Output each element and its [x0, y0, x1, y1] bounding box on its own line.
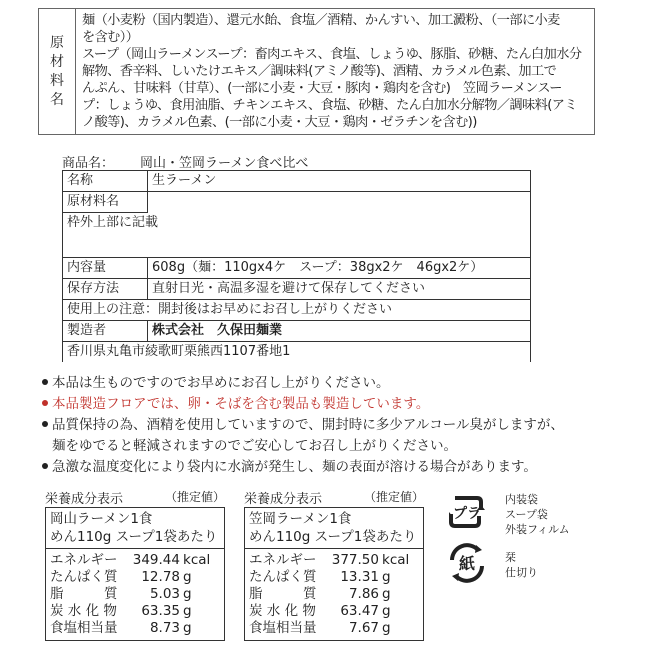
svg-text:プラ: プラ [453, 506, 481, 522]
bullet-icon [42, 400, 48, 406]
table-row [63, 300, 531, 321]
nutrition-row: 食塩相当量 7.67 g [249, 620, 391, 636]
bullet-icon [42, 463, 48, 469]
address-text: 香川県丸亀市綾歌町栗熊西1107番地1 [63, 342, 531, 363]
bullet-icon [42, 421, 48, 427]
nutrition-head: めん110g スープ1袋あたり [50, 529, 218, 545]
storage-label: 保存方法 [63, 279, 148, 300]
note-item: 品質保持の為、酒精を使用していますので、開封時に多少アルコール臭がしますが、 [42, 415, 564, 436]
storage-value: 直射日光・高温多湿を避けて保存してください [148, 279, 531, 300]
nutrition-sub: （推定値） [164, 490, 225, 504]
product-name [62, 152, 308, 171]
label-char: 名 [50, 91, 64, 108]
nutrition-title: 栄養成分表示 [244, 492, 323, 507]
ingredients-label [39, 9, 76, 134]
note-item: 急激な温度変化により袋内に水滴が発生し、麺の表面が溶ける場合があります。 [42, 457, 564, 478]
nutrition-row: エネルギー 377.50 kcal [249, 552, 410, 568]
paper-recycle-icon [446, 542, 488, 584]
name-label: 名称 [63, 171, 148, 192]
ingredients-label: 原材料名 [63, 192, 148, 213]
ingredients-line: を含む）） [82, 30, 139, 45]
nutrition-row: 炭 水 化 物 63.47 g [249, 603, 391, 619]
nutrition-sub: （推定値） [363, 490, 424, 504]
content-label: 内容量 [63, 258, 148, 279]
table-row [63, 258, 531, 279]
ingredients-line: プ：しょうゆ、食用油脂、チキンエキス、食塩、砂糖、たん白加水分解物／調味料(アミ [82, 98, 577, 113]
table-row [63, 213, 531, 258]
nutrition-row: 炭 水 化 物 63.35 g [50, 603, 192, 619]
table-row [63, 279, 531, 300]
nutrition-box [45, 507, 225, 641]
table-row [63, 321, 531, 342]
nutrition-okayama [45, 488, 225, 641]
table-row [63, 171, 531, 192]
nutrition-row: エネルギー 349.44 kcal [50, 552, 211, 568]
maker-label: 製造者 [63, 321, 148, 342]
ingredients-text [76, 9, 594, 134]
plastic-items: 内装袋 スープ袋 外装フィルム [505, 493, 570, 536]
product-name-label: 商品名： [62, 156, 115, 171]
ingredients-box [38, 8, 595, 135]
caution-text: 使用上の注意：開封後はお早めにお召し上がりください [63, 300, 531, 321]
nutrition-head: 岡山ラーメン1食 [50, 511, 153, 527]
nutrition-row: 食塩相当量 8.73 g [50, 620, 192, 636]
table-row [63, 192, 531, 213]
paper-items: 栞 仕切り [505, 551, 538, 579]
plastic-recycle-icon [447, 492, 487, 532]
nutrition-box [244, 507, 424, 641]
maker-value: 株式会社 久保田麺業 [148, 321, 531, 342]
nutrition-row: たんぱく質 13.31 g [249, 569, 391, 585]
ingredients-line: 解物、香辛料、しいたけエキス／調味料(アミノ酸等)、酒精、カラメル色素、加工で [82, 64, 557, 79]
label-char: 料 [50, 72, 64, 89]
note-item: 麺をゆでると軽減されますのでご安心してお召し上がりください。 [52, 438, 457, 454]
svg-text:紙: 紙 [458, 554, 476, 573]
nutrition-row: たんぱく質 12.78 g [50, 569, 192, 585]
note-list [42, 373, 564, 478]
ingredients-line: ノ酸等)、カラメル色素、(一部に小麦・大豆・鶏肉・ゼラチンを含む)) [82, 115, 477, 130]
product-name-value: 岡山・笠岡ラーメン食べ比べ [140, 156, 309, 171]
nutrition-head: めん110g スープ1袋あたり [249, 529, 417, 545]
label-char: 原 [50, 34, 64, 51]
nutrition-head: 笠岡ラーメン1食 [249, 511, 352, 527]
nutrition-row: 脂 質 5.03 g [50, 586, 192, 602]
ingredients-line: んぷん、甘味料（甘草）、(一部に小麦・大豆・豚肉・鶏肉を含む) 笠岡ラーメンスー [82, 81, 562, 96]
nutrition-row: 脂 質 7.86 g [249, 586, 391, 602]
spec-table [62, 170, 531, 362]
bullet-icon [42, 379, 48, 385]
nutrition-title: 栄養成分表示 [45, 492, 124, 507]
allergen-note: 本品製造フロアでは、卵・そばを含む製品も製造しています。 [42, 394, 564, 415]
content-value: 608g（麺：110gx4ケ スープ：38gx2ケ 46gx2ケ） [148, 258, 531, 279]
ingredients-line: スープ（岡山ラーメンスープ：畜肉エキス、食塩、しょうゆ、豚脂、砂糖、たん白加水分 [82, 47, 582, 62]
ingredients-line: 麺（小麦粉（国内製造）、還元水飴、食塩／酒精、かんすい、加工澱粉、（一部に小麦 [82, 13, 560, 28]
table-row [63, 342, 531, 363]
label-char: 材 [50, 53, 64, 70]
name-value: 生ラーメン [148, 171, 531, 192]
note-item: 本品は生ものですのでお早めにお召し上がりください。 [42, 373, 564, 394]
ingredients-value: 枠外上部に記載 [63, 213, 531, 258]
nutrition-kasaoka [244, 488, 424, 641]
